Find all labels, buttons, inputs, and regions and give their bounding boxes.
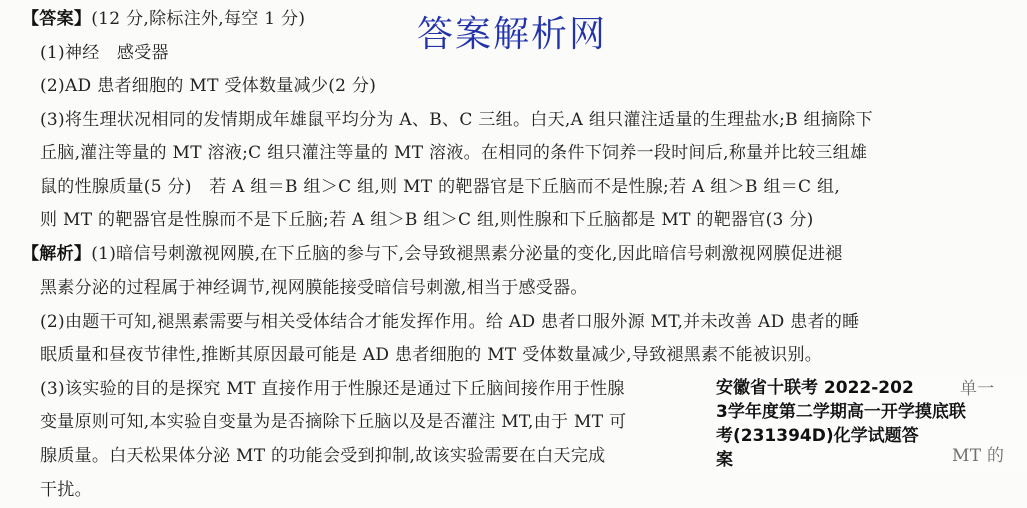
analysis-line-6: 腺质量。白天松果体分泌 MT 的功能会受到抑制,故该实验需要在白天完成	[40, 446, 606, 466]
analysis-line-0: (1)暗信号刺激视网膜,在下丘脑的参与下,会导致褪黑素分泌量的变化,因此暗信号刺激视网膜促进褪	[91, 244, 843, 264]
analysis-line-3: 眠质量和昼夜节律性,推断其原因最可能是 AD 患者细胞的 MT 受体数量减少,导致褪黑素不能被识别。	[40, 345, 823, 365]
overlay-caption	[716, 376, 1026, 472]
analysis-tail-fragment-1: 单一	[960, 379, 995, 399]
overlay-line-4: 案	[716, 450, 733, 470]
answer-line-3: (3)将生理状况相同的发情期成年雄鼠平均分为 A、B、C 三组。白天,A 组只灌注适量的生理盐水;B 组摘除下	[40, 110, 873, 130]
answer-score-note: (12 分,除标注外,每空 1 分)	[91, 9, 306, 29]
analysis-line-7: 干扰。	[40, 480, 92, 500]
answer-tag: 【答案】	[22, 9, 92, 29]
answer-line-1: (1)神经 感受器	[40, 43, 169, 63]
answer-line-6: 则 MT 的靶器官是性腺而不是下丘脑;若 A 组＞B 组＞C 组,则性腺和下丘脑都是 MT 的靶器官(3 分)	[40, 210, 814, 230]
overlay-line-2: 3学年度第二学期高一开学摸底联	[716, 402, 966, 422]
overlay-line-1: 安徽省十联考 2022-202	[716, 378, 914, 398]
analysis-line-1: 黑素分泌的过程属于神经调节,视网膜能接受暗信号刺激,相当于感受器。	[40, 278, 588, 298]
analysis-tail-fragment-2: MT 的	[952, 446, 1005, 466]
answer-line-5: 鼠的性腺质量(5 分) 若 A 组＝B 组＞C 组,则 MT 的靶器官是下丘脑而不是性腺;若 A 组＞B 组＝C 组,	[40, 177, 841, 197]
answer-header-line	[22, 8, 1005, 30]
analysis-line-4: (3)该实验的目的是探究 MT 直接作用于性腺还是通过下丘脑间接作用于性腺	[40, 379, 625, 399]
analysis-line-2: (2)由题干可知,褪黑素需要与相关受体结合才能发挥作用。给 AD 患者口服外源 MT,并未改善 AD 患者的睡	[40, 312, 860, 332]
analysis-tag: 【解析】	[22, 244, 92, 264]
overlay-line-3: 考(231394D)化学试题答	[716, 426, 919, 446]
answer-line-2: (2)AD 患者细胞的 MT 受体数量减少(2 分)	[40, 76, 377, 96]
analysis-line-5: 变量原则可知,本实验自变量为是否摘除下丘脑以及是否灌注 MT,由于 MT 可	[40, 412, 627, 432]
answer-line-4: 丘脑,灌注等量的 MT 溶液;C 组只灌注等量的 MT 溶液。在相同的条件下饲养一段时间后,称量并比较三组雄	[40, 143, 868, 163]
analysis-header-line	[22, 243, 1005, 265]
watermark-title: 答案解析网	[417, 14, 608, 55]
